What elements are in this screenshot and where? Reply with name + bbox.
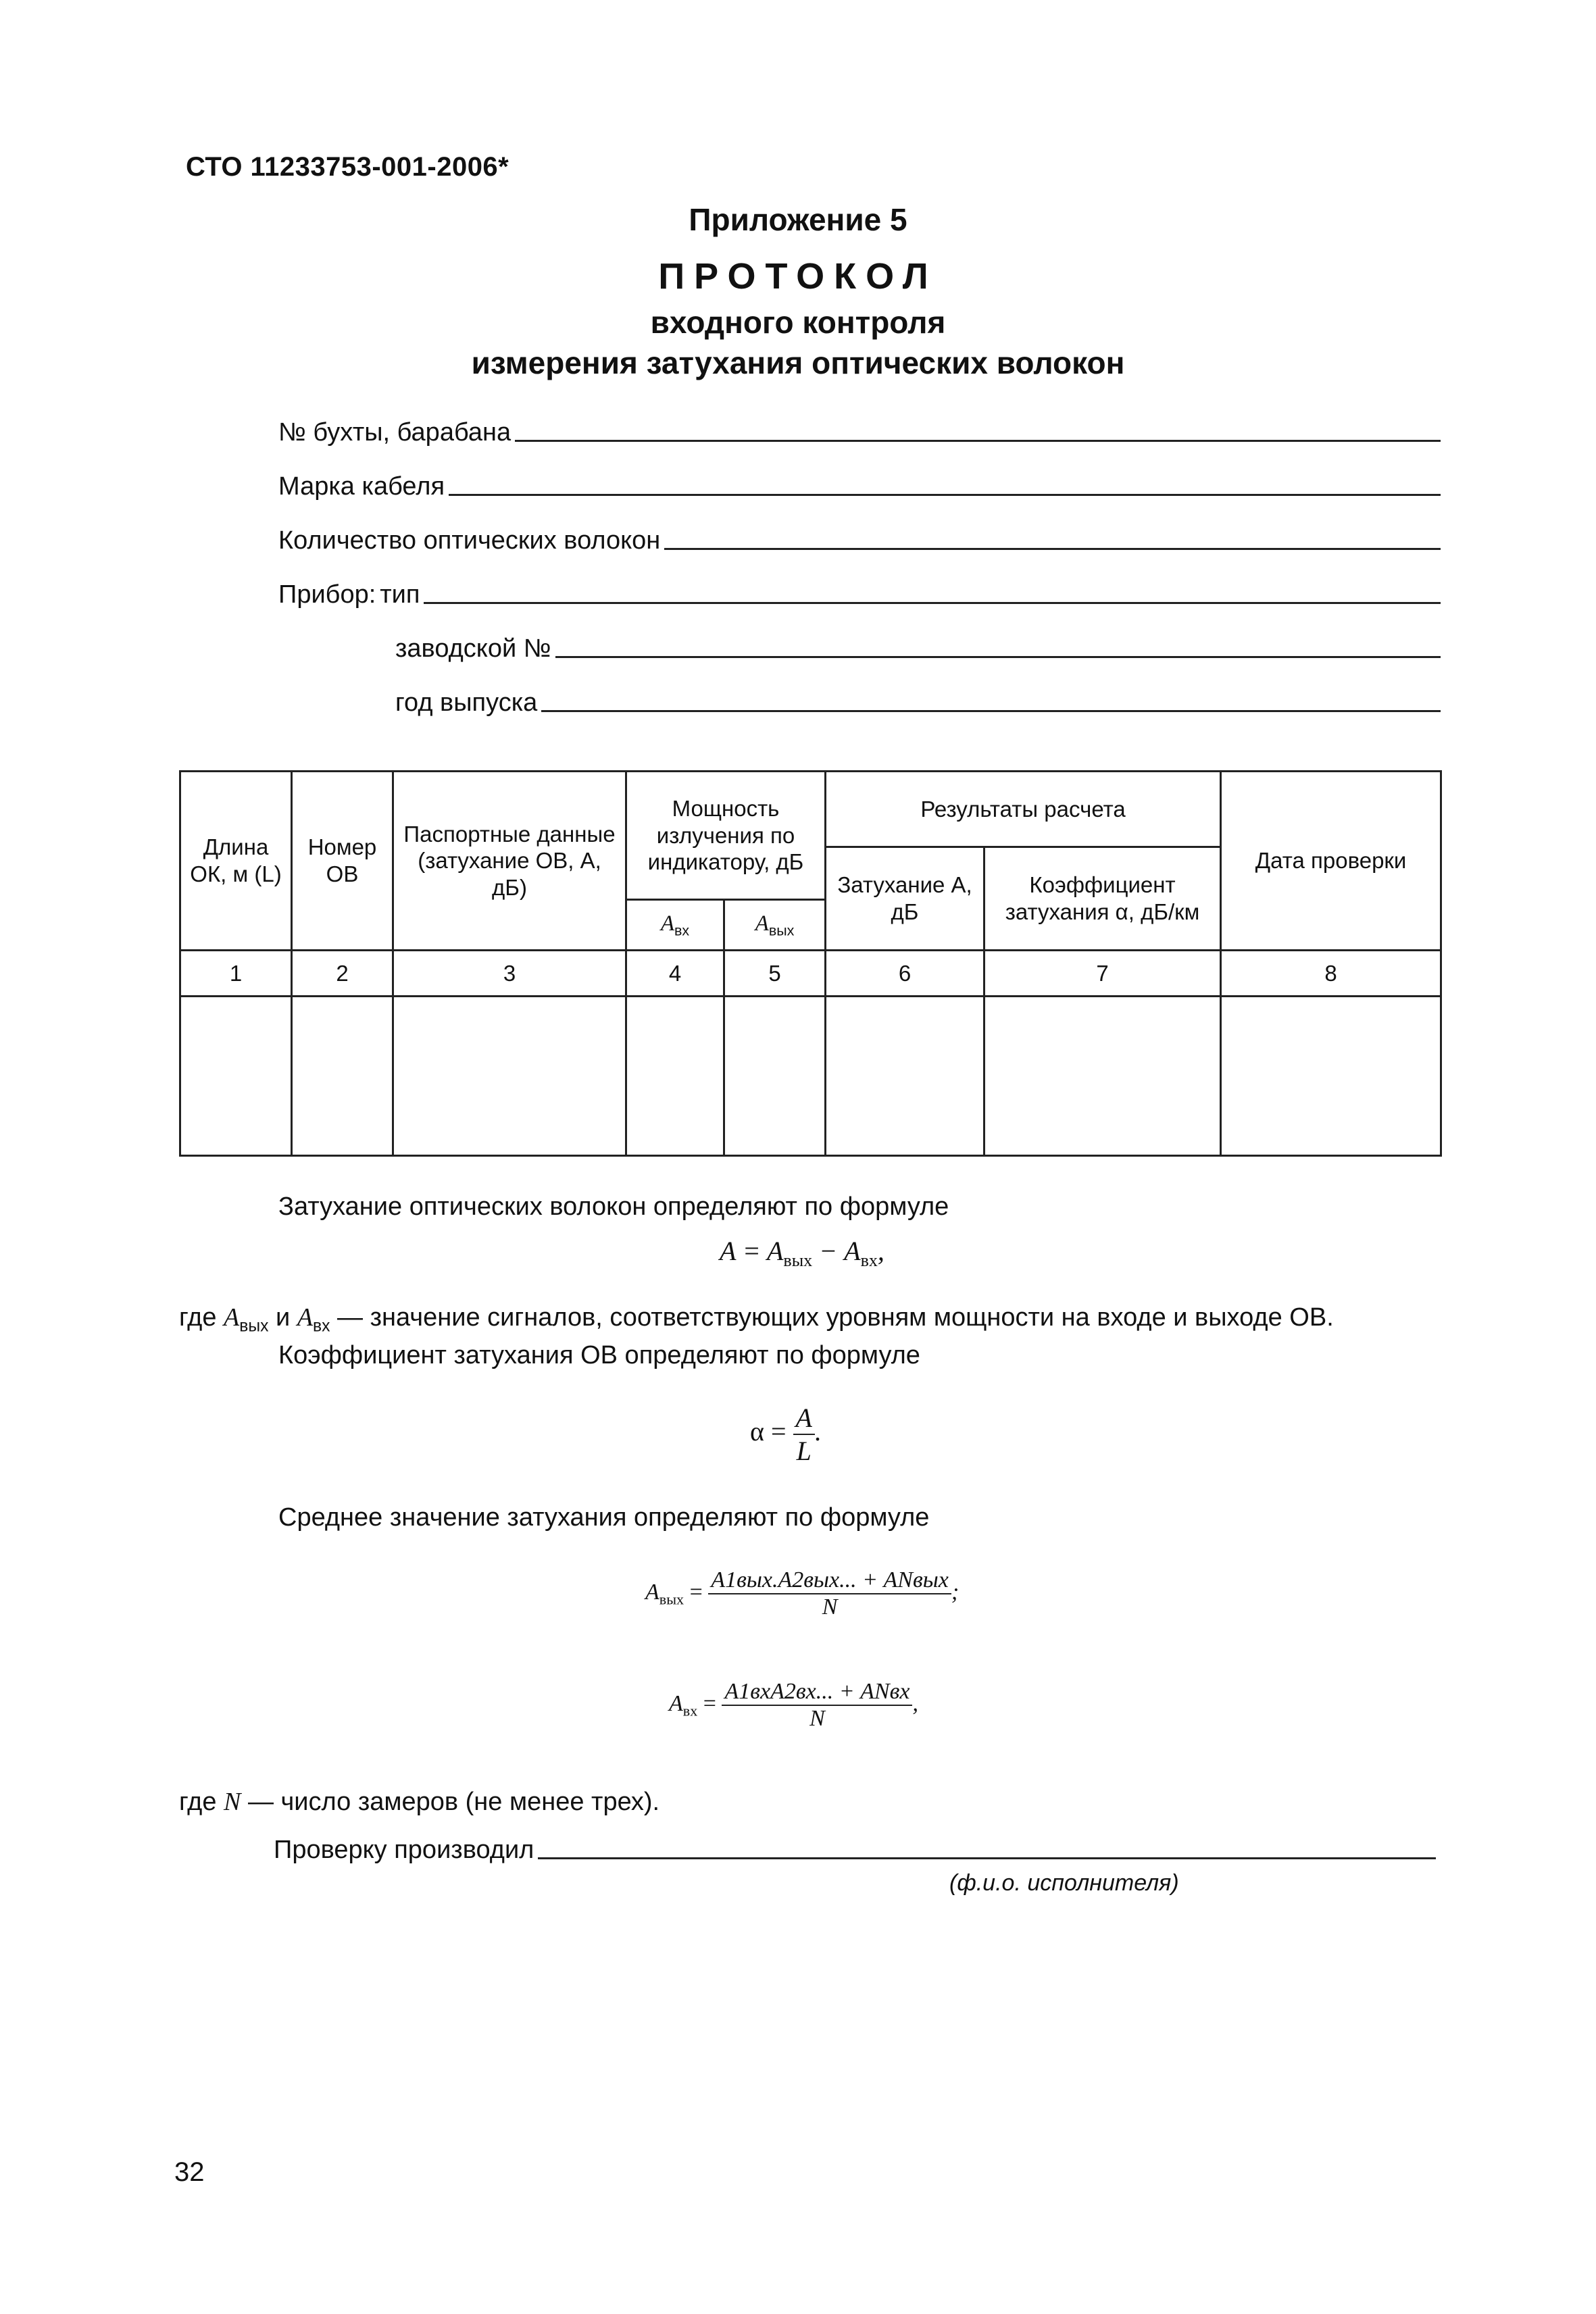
data-cell[interactable] xyxy=(826,997,984,1156)
header-fiber-number: Номер ОВ xyxy=(292,772,393,951)
alpha-lhs: α = xyxy=(750,1416,787,1447)
avg-out-denominator: N xyxy=(822,1594,838,1619)
device-label: Прибор: xyxy=(278,580,376,609)
protocol-subtitle-1: входного контроля xyxy=(650,305,946,340)
release-year-line[interactable] xyxy=(541,710,1441,712)
header-length: Длина ОК, м (L) xyxy=(180,772,292,951)
where-and: и xyxy=(268,1303,297,1332)
data-cell[interactable] xyxy=(180,997,292,1156)
column-number: 6 xyxy=(826,951,984,997)
average-out-formula: $A_{вых}$ = $\frac{\text{A1вых.A2вых... + ANвых}}{N}$ ; xyxy=(645,1567,959,1619)
avg-out-lhs-sub: вых xyxy=(659,1590,684,1608)
serial-number-field[interactable] xyxy=(395,630,1441,663)
checked-by-line[interactable] xyxy=(538,1857,1436,1859)
data-cell[interactable] xyxy=(984,997,1221,1156)
data-cell[interactable] xyxy=(626,997,724,1156)
header-passport-data: Паспортные данные (затухание ОВ, А, дБ) xyxy=(393,772,626,951)
alpha-denominator: L xyxy=(796,1436,812,1466)
protocol-subtitle-2: измерения затухания оптических волокон xyxy=(471,345,1125,380)
column-number: 5 xyxy=(724,951,826,997)
release-year-field[interactable] xyxy=(395,684,1441,718)
avg-out-numerator: A1вых.A2вых... + ANвых xyxy=(708,1567,951,1594)
where-rest: — значение сигналов, соответствующих уровням мощности на входе и выходе ОВ. xyxy=(330,1303,1334,1332)
appendix-heading: Приложение 5 xyxy=(689,202,907,237)
coefficient-formula-intro: Коэффициент затухания ОВ определяют по формуле xyxy=(278,1341,920,1369)
alpha-numerator: A xyxy=(793,1402,815,1435)
attenuation-formula xyxy=(720,1235,884,1271)
where-word: где xyxy=(179,1303,217,1332)
fiber-count-field[interactable] xyxy=(278,522,1441,555)
release-year-label: год выпуска xyxy=(395,688,538,717)
a-in-subscript: вх xyxy=(674,922,690,939)
formula-a-part: A = A xyxy=(720,1236,784,1266)
avg-in-fraction xyxy=(722,1679,912,1732)
a-in-symbol: А xyxy=(660,911,675,936)
n-symbol: N xyxy=(224,1788,241,1816)
fiber-count-label: Количество оптических волокон xyxy=(278,526,661,555)
serial-number-line[interactable] xyxy=(555,656,1441,658)
avg-in-denominator: N xyxy=(809,1706,825,1731)
where-a-out-sub: вых xyxy=(239,1317,269,1336)
column-number-row xyxy=(180,951,1441,997)
average-in-formula: $A_{вх}$ = $\frac{\text{A1вхA2вх... + ANвх}}{N}$ , xyxy=(669,1679,918,1731)
where-a-out: A xyxy=(224,1303,240,1332)
column-number: 7 xyxy=(984,951,1221,997)
average-formula-intro: Среднее значение затухания определяют по формуле xyxy=(278,1503,930,1532)
signature-caption: (ф.и.о. исполнителя) xyxy=(949,1870,1179,1896)
data-cell[interactable] xyxy=(724,997,826,1156)
where-signals-note xyxy=(179,1303,1334,1336)
fiber-count-line[interactable] xyxy=(664,548,1441,550)
where-a-in: A xyxy=(297,1303,314,1332)
coefficient-formula xyxy=(750,1402,822,1467)
data-cell[interactable] xyxy=(393,997,626,1156)
attenuation-formula-intro: Затухание оптических волокон определяют по формуле xyxy=(278,1192,949,1221)
formula-end: , xyxy=(877,1236,884,1266)
drum-number-label: № бухты, барабана xyxy=(278,418,512,447)
header-coefficient: Коэффициент затухания α, дБ/км xyxy=(984,847,1221,951)
column-number: 3 xyxy=(393,951,626,997)
column-number: 1 xyxy=(180,951,292,997)
page-number: 32 xyxy=(174,2157,205,2187)
column-number: 4 xyxy=(626,951,724,997)
formula-sub-in: вх xyxy=(860,1251,878,1270)
where-a-in-sub: вх xyxy=(313,1317,330,1336)
measurement-table xyxy=(179,770,1442,1157)
avg-in-numerator: A1вхA2вх... + ANвх xyxy=(722,1679,912,1706)
checked-by-field[interactable] xyxy=(274,1831,1436,1865)
a-out-symbol: А xyxy=(755,911,769,936)
device-type-line[interactable] xyxy=(424,602,1441,604)
cable-brand-label: Марка кабеля xyxy=(278,472,445,501)
a-out-subscript: вых xyxy=(768,922,795,939)
header-power: Мощность излучения по индикатору, дБ xyxy=(626,772,826,900)
data-cell[interactable] xyxy=(1221,997,1441,1156)
document-code: СТО 11233753-001-2006* xyxy=(186,152,509,182)
avg-out-fraction xyxy=(708,1567,951,1620)
device-type-label: тип xyxy=(380,580,420,609)
checked-by-label: Проверку производил xyxy=(274,1836,534,1864)
protocol-title: ПРОТОКОЛ xyxy=(658,256,938,297)
avg-out-end: ; xyxy=(951,1579,959,1605)
n-where-word: где xyxy=(179,1788,217,1816)
drum-number-line[interactable] xyxy=(515,440,1441,442)
column-number: 8 xyxy=(1221,951,1441,997)
header-results: Результаты расчета xyxy=(826,772,1221,847)
header-attenuation: Затухание А, дБ xyxy=(826,847,984,951)
drum-number-field[interactable] xyxy=(278,413,1441,447)
header-a-out xyxy=(724,900,826,951)
avg-out-lhs: A xyxy=(645,1579,659,1605)
alpha-end: . xyxy=(814,1416,822,1447)
alpha-fraction xyxy=(793,1402,815,1467)
data-cell[interactable] xyxy=(292,997,393,1156)
formula-sub-out: вых xyxy=(783,1251,813,1270)
header-date: Дата проверки xyxy=(1221,772,1441,951)
n-definition-rest: — число замеров (не менее трех). xyxy=(247,1788,660,1816)
avg-in-lhs-sub: вх xyxy=(682,1702,698,1719)
header-a-in xyxy=(626,900,724,951)
n-definition-note xyxy=(179,1787,659,1817)
data-entry-row xyxy=(180,997,1441,1156)
avg-in-lhs: A xyxy=(669,1690,683,1716)
cable-brand-line[interactable] xyxy=(449,494,1441,496)
avg-in-end: , xyxy=(912,1690,918,1716)
cable-brand-field[interactable] xyxy=(278,468,1441,501)
device-type-field[interactable] xyxy=(278,576,1441,609)
formula-minus-part: − A xyxy=(812,1236,861,1266)
column-number: 2 xyxy=(292,951,393,997)
serial-number-label: заводской № xyxy=(395,634,551,663)
